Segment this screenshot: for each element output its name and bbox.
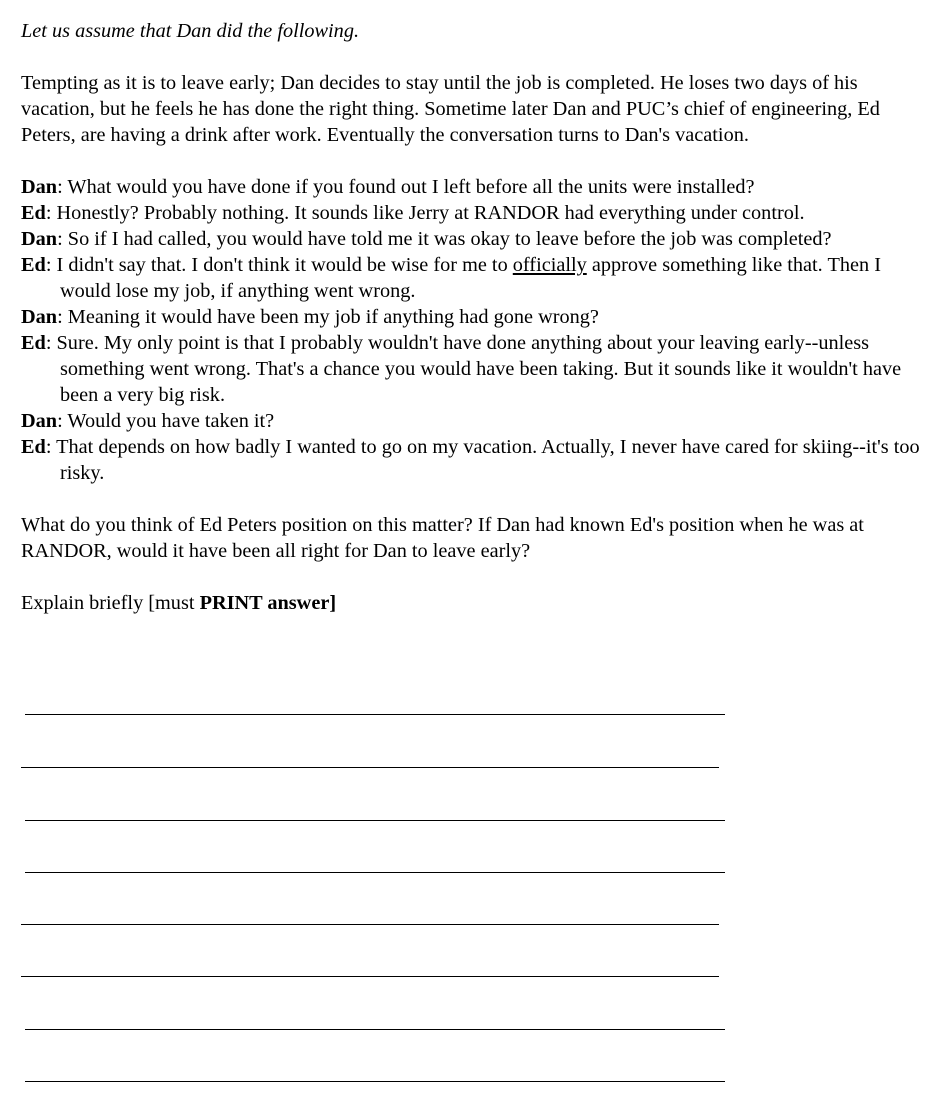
dialogue-line: Ed: I didn't say that. I don't think it would be wise for me to officially approve something like that. Then I would lose my job, if anything went wrong. — [21, 254, 881, 302]
dialogue-line: Dan: Would you have taken it? — [21, 410, 275, 432]
speaker-name: Dan — [21, 306, 58, 328]
dialogue — [21, 174, 926, 486]
print-instruction: PRINT answer] — [199, 592, 337, 614]
speaker-name: Dan — [21, 228, 58, 250]
speaker-name: Dan — [21, 410, 58, 432]
speaker-name: Ed — [21, 254, 46, 276]
answer-prompt: Explain briefly [must PRINT answer] — [21, 592, 337, 614]
answer-line[interactable] — [25, 820, 725, 821]
underlined-word: officially — [512, 254, 587, 276]
dialogue-line: Ed: Sure. My only point is that I probably wouldn't have done anything about your leaving early--unless something went wrong. That's a chance you would have been taking. But it sounds like it wouldn't have been a very big risk. — [21, 332, 902, 406]
dialogue-text: That depends on how badly I wanted to go on my vacation. Actually, I never have cared for skiing--it's too risky. — [56, 436, 920, 484]
dialogue-text: So if I had called, you would have told me it was okay to leave before the job was completed? — [67, 228, 832, 250]
dialogue-text: Honestly? Probably nothing. It sounds like Jerry at RANDOR had everything under control. — [56, 202, 805, 224]
answer-line[interactable] — [21, 924, 719, 925]
intro-text: Let us assume that Dan did the following. — [21, 20, 360, 42]
dialogue-text: Sure. My only point is that I probably wouldn't have done anything about your leaving early--unless something went wrong. That's a chance you would have been taking. But it sounds like it wouldn't have been a very big risk. — [56, 332, 902, 406]
dialogue-text: I didn't say that. I don't think it would be wise for me to — [56, 254, 513, 276]
answer-line[interactable] — [25, 1029, 725, 1030]
dialogue-text: Meaning it would have been my job if anything had gone wrong? — [67, 306, 599, 328]
dialogue-line: Dan: So if I had called, you would have told me it was okay to leave before the job was completed? — [21, 228, 832, 250]
dialogue-line: Dan: What would you have done if you found out I left before all the units were installed? — [21, 176, 755, 198]
dialogue-text: approve something like that. Then I would lose my job, if anything went wrong. — [60, 254, 881, 302]
speaker-name: Dan — [21, 176, 58, 198]
answer-line[interactable] — [21, 976, 719, 977]
dialogue-text: What would you have done if you found out I left before all the units were installed? — [67, 176, 755, 198]
speaker-name: Ed — [21, 202, 46, 224]
answer-line[interactable] — [25, 714, 725, 715]
dialogue-line: Ed: Honestly? Probably nothing. It sounds like Jerry at RANDOR had everything under control. — [21, 202, 805, 224]
speaker-name: Ed — [21, 332, 46, 354]
speaker-name: Ed — [21, 436, 46, 458]
scenario-paragraph: Tempting as it is to leave early; Dan decides to stay until the job is completed. He loses two days of his vacation, but he feels he has done the right thing. Sometime later Dan and PUC’s chief of engineering, Ed Peters, are having a drink after work. Eventually the conversation turns to Dan's vacation. — [21, 72, 880, 146]
dialogue-text: Would you have taken it? — [67, 410, 275, 432]
dialogue-line: Ed: That depends on how badly I wanted to go on my vacation. Actually, I never have cared for skiing--it's too risky. — [21, 436, 920, 484]
discussion-question: What do you think of Ed Peters position on this matter? If Dan had known Ed's position when he was at RANDOR, would it have been all right for Dan to leave early? — [21, 514, 864, 562]
answer-line[interactable] — [25, 1081, 725, 1082]
dialogue-line: Dan: Meaning it would have been my job if anything had gone wrong? — [21, 306, 599, 328]
answer-line[interactable] — [21, 767, 719, 768]
answer-line[interactable] — [25, 872, 725, 873]
document-body — [21, 18, 926, 616]
